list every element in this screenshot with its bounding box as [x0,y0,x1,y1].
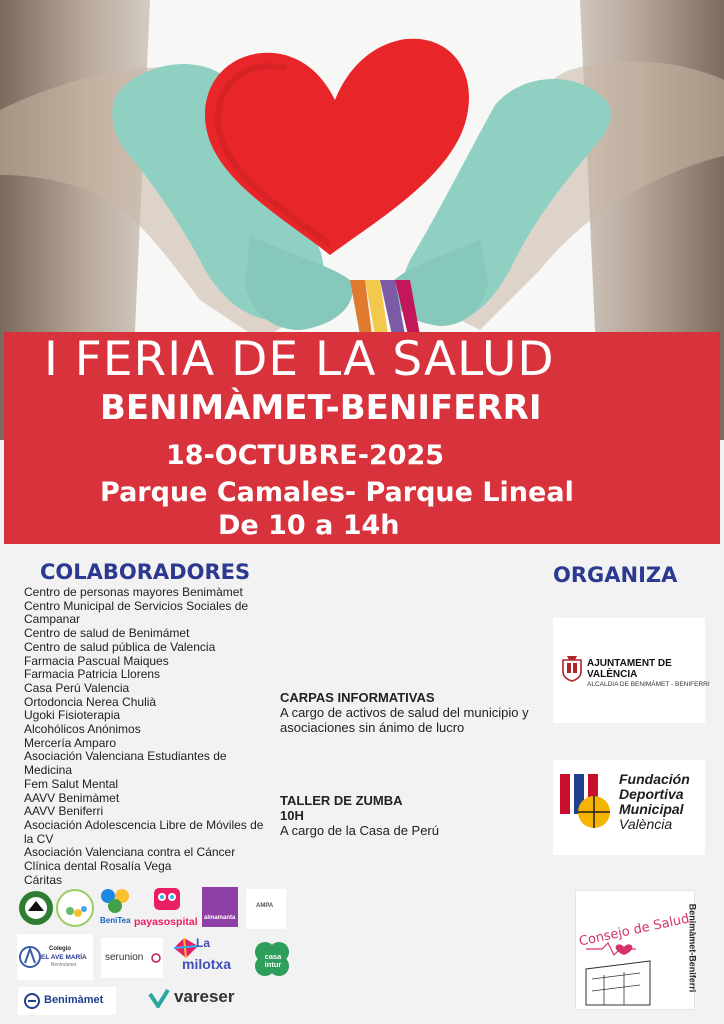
list-item: Alcohólicos Anónimos [24,722,141,737]
colaboradores-list [24,586,274,887]
list-item: Farmacia Pascual Maiques [24,653,169,668]
list-item: Ugoki Fisioterapia [24,708,121,723]
fdm-emblem-icon [558,772,614,836]
activity-carpas [280,690,550,735]
serunion-mark-icon [151,953,161,963]
colegio-emblem-icon [19,937,41,977]
benitea-hands-icon [98,886,134,916]
aavv-logo [14,889,58,927]
benitea-logo: BeniTea [98,886,134,928]
benimamet-logo: Benimàmet [18,987,116,1015]
event-date: 18-OCTUBRE-2025 [166,440,445,471]
activity-title: TALLER DE ZUMBA [280,793,403,808]
event-subtitle: BENIMÀMET-BENIFERRI [100,388,542,428]
consejo-side-label: Benimàmet-Beniferri [687,903,698,993]
activity-zumba [280,793,550,838]
la-milotxa-logo: La milotxa [170,934,244,974]
clown-face-icon [152,884,182,914]
event-title: I FERIA DE LA SALUD [44,332,555,387]
list-item: Mercería Amparo [24,735,117,750]
event-location: Parque Camales- Parque Lineal [100,477,574,508]
list-item: Fem Salut Mental [24,776,119,791]
serunion-logo: serunion [101,938,163,978]
list-item: Centro de personas mayores Benimàmet [24,585,243,599]
anniversary-logo [56,889,94,927]
vareser-logo: vareser [146,985,250,1011]
health-center-sketch-icon [580,939,690,1009]
consejo-salud-logo-card [575,890,698,1010]
list-item: AAVV Beniferri [24,804,104,819]
consejo-title: Consejo de Salud [577,911,691,950]
organiza-heading: ORGANIZA [553,563,678,587]
anniversary-emblem-icon [58,891,92,925]
ajuntament-subtitle: ALCALDIA DE BENIMÀMET - BENIFERRI [587,681,710,688]
list-item: Farmacia Patricia Llorens [24,667,161,682]
benimamet-mark-icon [24,993,40,1009]
fundacion-logo-card [553,760,705,855]
payasospital-logo: payasospital [134,884,198,930]
list-item: Asociación Adolescencia Libre de Móviles de la CV [24,817,264,846]
vareser-check-icon [148,988,170,1008]
ajuntament-logo-card [553,618,710,723]
list-item: Clínica dental Rosalía Vega [24,859,172,874]
event-hours: De 10 a 14h [218,510,400,541]
colaboradores-heading: COLABORADORES [40,560,251,584]
ajuntament-name: AJUNTAMENT DE VALÈNCIA [587,658,672,680]
list-item: Casa Perú Valencia [24,680,130,695]
event-banner [4,332,720,544]
list-item: Cáritas [24,872,63,887]
list-item: Asociación Valenciana contra el Cáncer [24,845,236,860]
ampa-logo: AMPA [246,889,286,929]
aavv-emblem-icon [14,889,58,927]
list-item: Centro de salud de Benimámet [24,626,190,641]
activity-description: A cargo de la Casa de Perú [280,823,439,838]
list-item: Asociación Valenciana Estudiantes de Medicina [24,749,227,778]
activity-description: A cargo de activos de salud del municipio y asociaciones sin ánimo de lucro [280,705,529,735]
activity-time: 10H [280,808,304,823]
colegio-ave-maria-logo: Colegio EL AVE MARÍA Benimàmet [17,934,93,980]
casa-intur-logo: casa intur [252,940,292,978]
activity-title: CARPAS INFORMATIVAS [280,690,435,705]
list-item: AAVV Benimàmet [24,790,120,805]
fundacion-name: Fundación Deportiva Municipal València [619,771,690,832]
coat-of-arms-icon [559,654,585,682]
list-item: Centro Municipal de Servicios Sociales de Campanar [24,598,249,627]
list-item: Ortodoncia Nerea Chulià [24,694,157,709]
list-item: Centro de salud pública de Valencia [24,639,216,654]
almamanta-logo: almamanta [202,887,238,927]
